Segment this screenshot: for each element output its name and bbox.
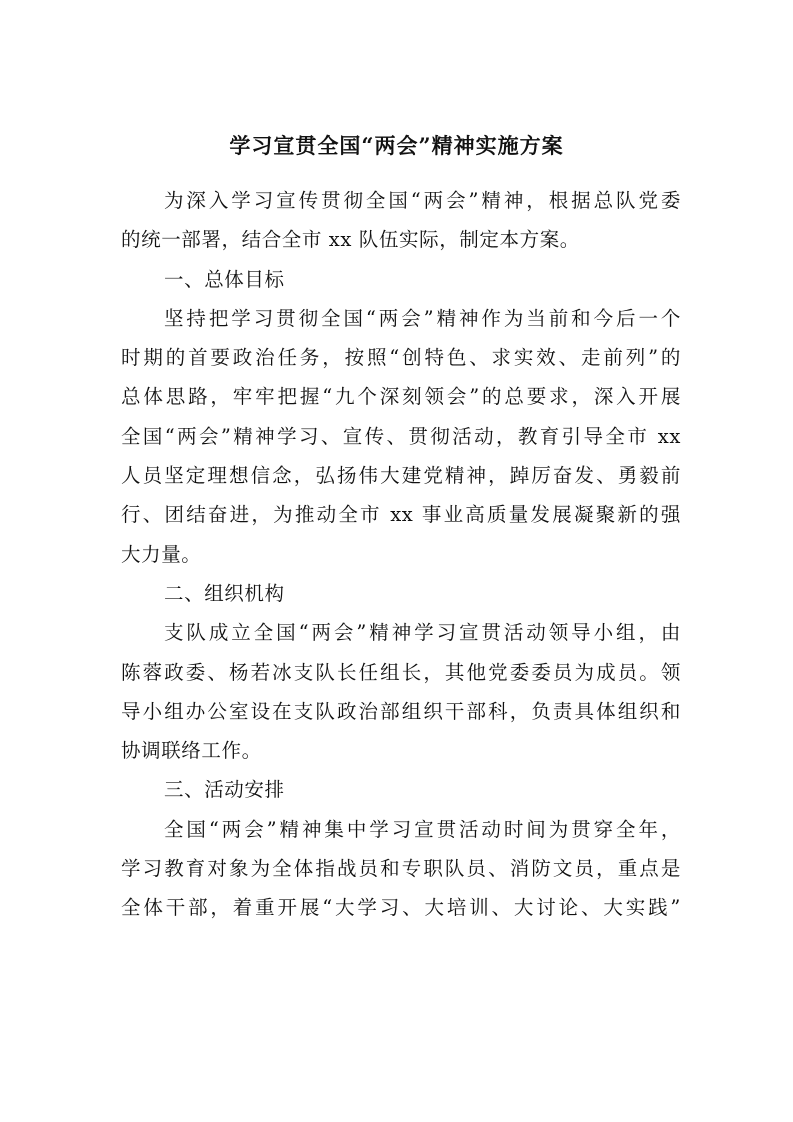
text-line: 行、团结奋进，为推动全市 xx 事业高质量发展凝聚新的强 (121, 503, 681, 527)
text-line: 一、总体目标 (164, 267, 285, 291)
text-line: 总体思路，牢牢把握“九个深刻领会”的总要求，深入开展 (121, 385, 681, 409)
document-body (121, 181, 681, 928)
text-line: 协调联络工作。 (121, 739, 262, 763)
text-line: 导小组办公室设在支队政治部组织干部科，负责具体组织和 (121, 699, 681, 723)
text-line: 三、活动安排 (164, 778, 285, 802)
text-line: 时期的首要政治任务，按照“创特色、求实效、走前列”的 (121, 346, 681, 370)
document-title: 学习宣贯全国“两会”精神实施方案 (229, 133, 564, 158)
text-line: 全国“两会”精神学习、宣传、贯彻活动，教育引导全市 xx (121, 424, 681, 448)
text-line: 全体干部，着重开展“大学习、大培训、大讨论、大实践” (121, 896, 681, 920)
text-line: 支队成立全国“两会”精神学习宣贯活动领导小组，由 (164, 621, 681, 645)
text-line: 陈蓉政委、杨若冰支队长任组长，其他党委委员为成员。领 (121, 660, 681, 684)
text-line: 人员坚定理想信念，弘扬伟大建党精神，踔厉奋发、勇毅前 (121, 464, 681, 488)
text-line: 学习教育对象为全体指战员和专职队员、消防文员，重点是 (121, 857, 681, 881)
text-line: 二、组织机构 (164, 581, 285, 605)
text-line: 坚持把学习贯彻全国“两会”精神作为当前和今后一个 (164, 306, 681, 330)
text-line: 全国“两会”精神集中学习宣贯活动时间为贯穿全年， (164, 817, 681, 841)
text-line: 的统一部署，结合全市 xx 队伍实际，制定本方案。 (121, 228, 580, 252)
text-line: 为深入学习宣传贯彻全国“两会”精神，根据总队党委 (164, 189, 681, 212)
text-line: 大力量。 (121, 542, 202, 566)
